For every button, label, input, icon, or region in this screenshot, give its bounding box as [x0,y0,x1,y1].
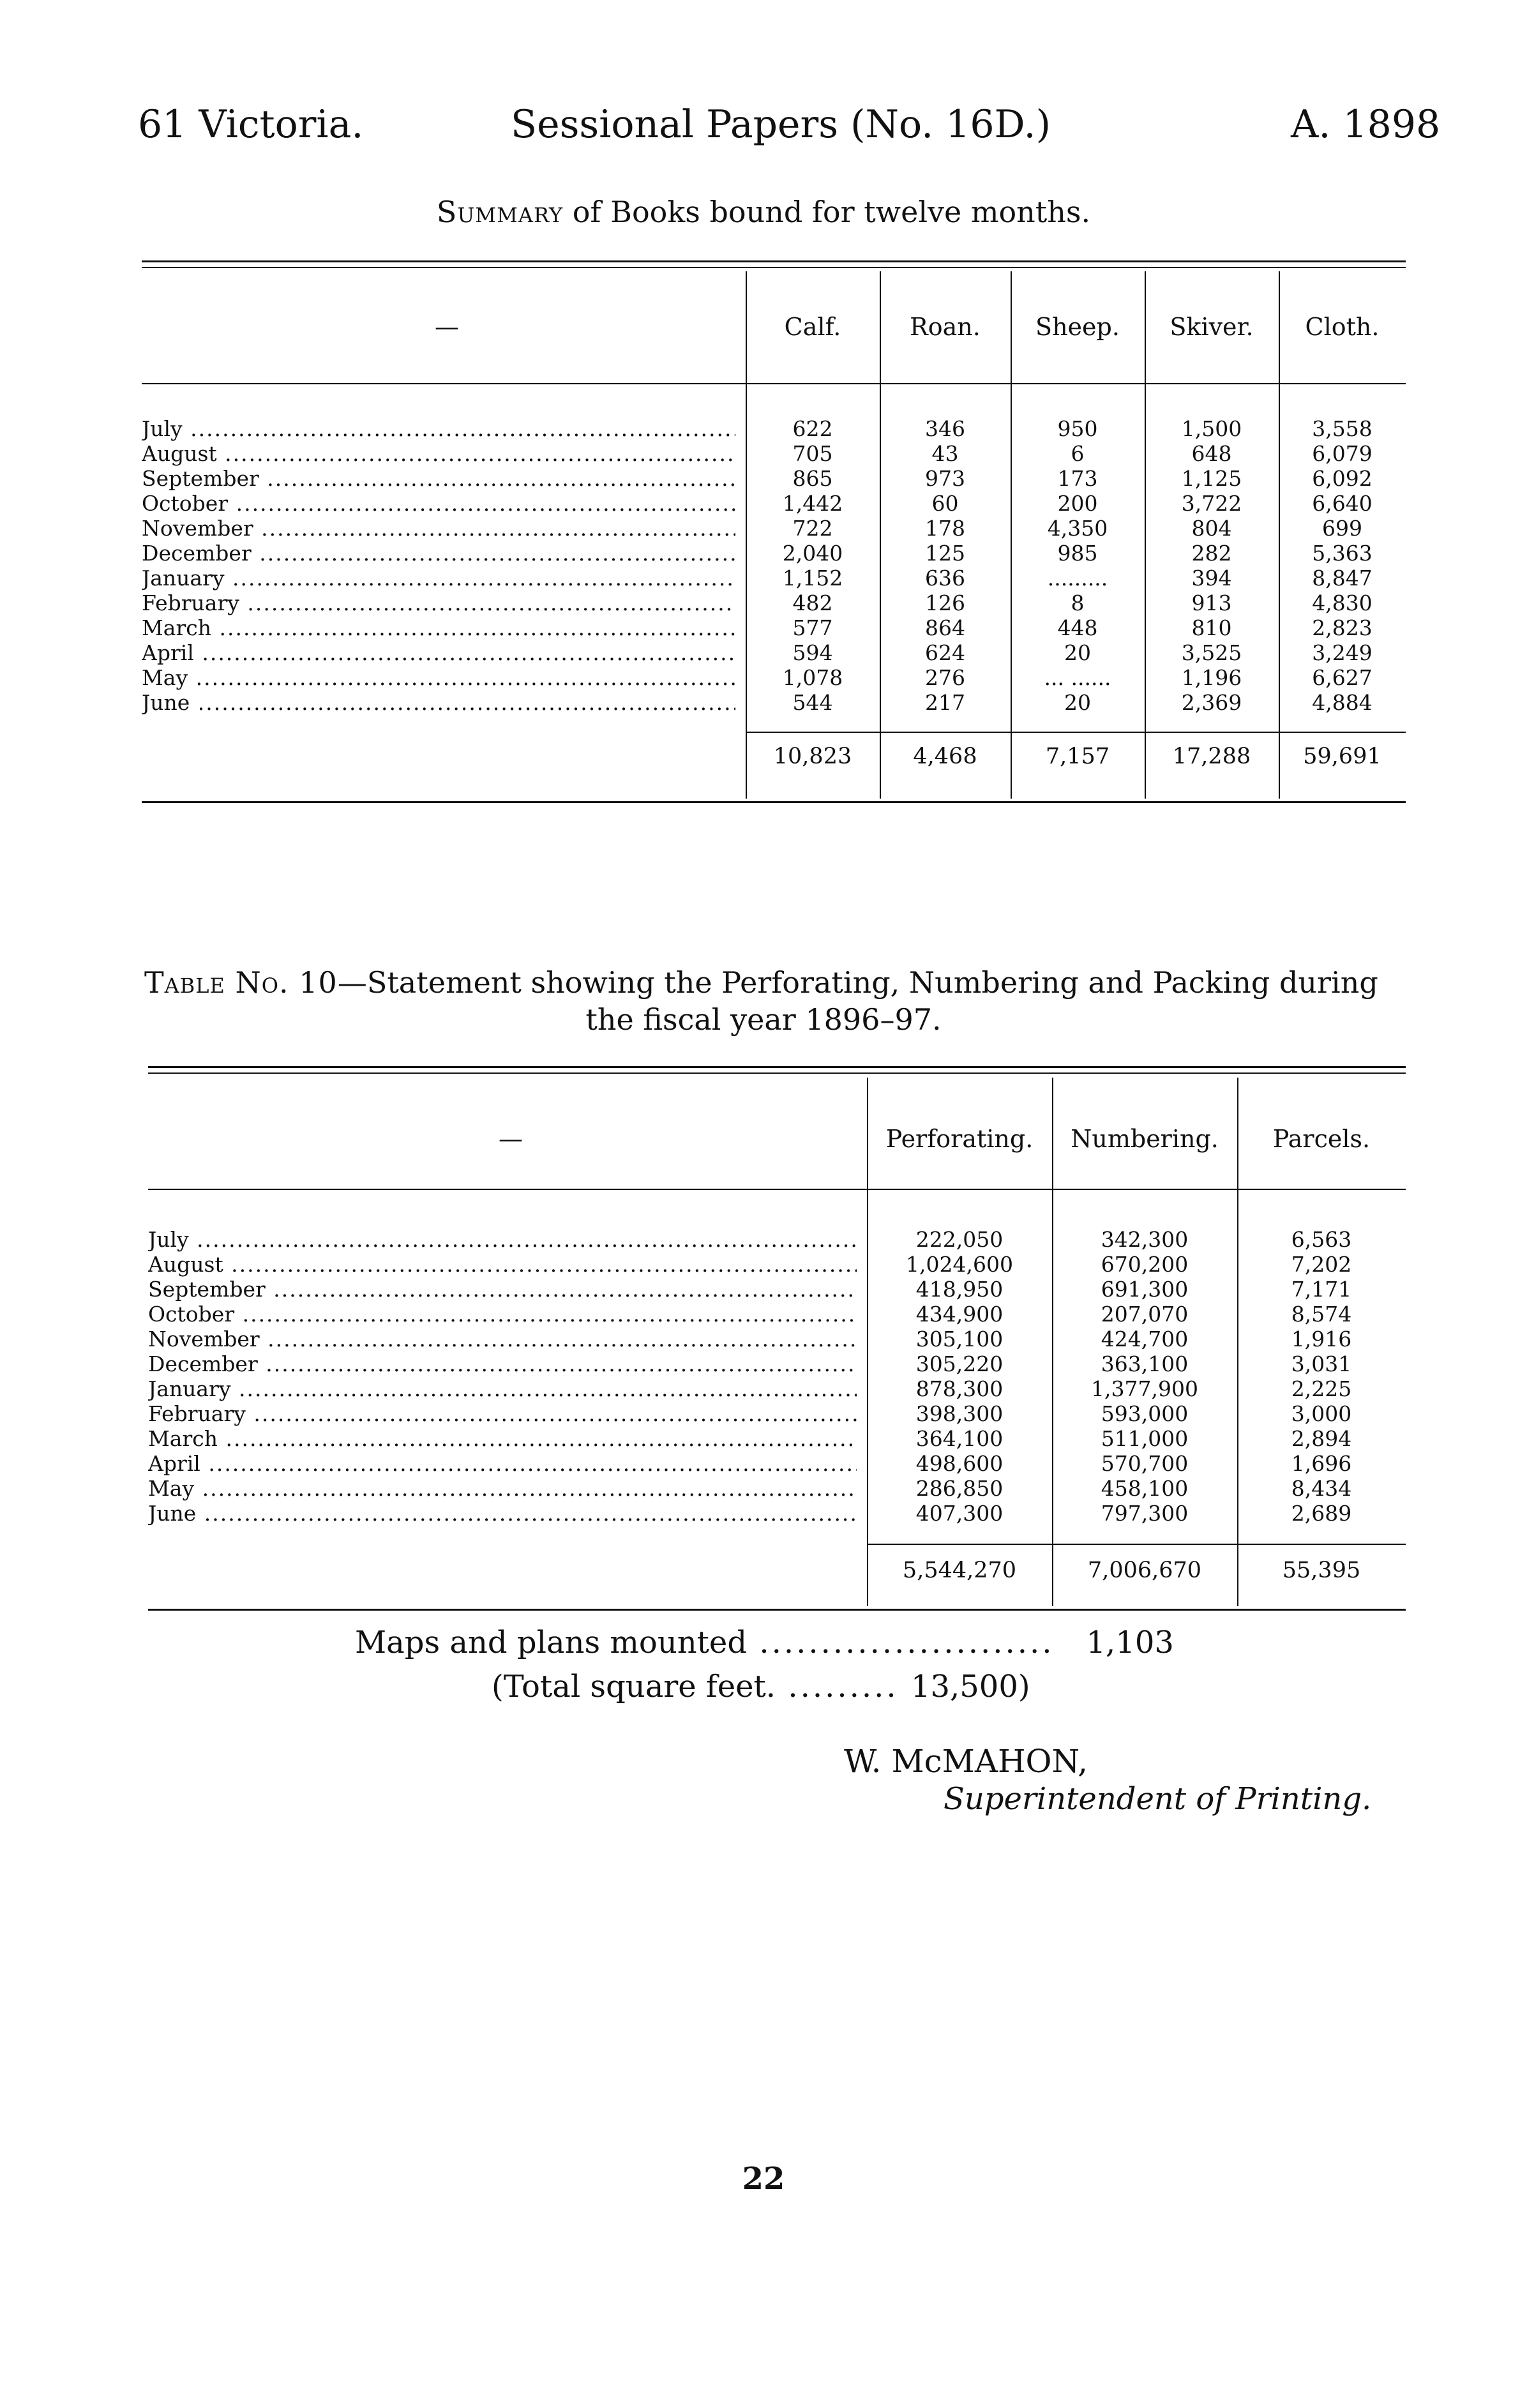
summary-row-value: 722 [792,516,833,541]
summary-row-value: 8 [1071,591,1085,615]
table10-total-parcels: 55,395 [1282,1558,1361,1583]
table10-row [148,1302,1406,1327]
table10-row-month: November ..... [148,1327,857,1351]
table10-row-month: March ..... [148,1426,857,1451]
summary-row-value: 699 [1322,516,1362,541]
summary-row-value: 973 [925,466,965,491]
summary-row-value: 1,125 [1181,466,1242,491]
summary-row [142,615,1406,640]
summary-title-sc: Summary [436,195,564,229]
table10-row-value: 1,916 [1291,1327,1352,1351]
table10-total-numbering: 7,006,670 [1087,1558,1202,1583]
summary-row-value: 394 [1191,566,1232,591]
table10-total-rule [867,1544,1406,1545]
summary-col-roan: Roan. [910,313,981,341]
summary-row-value: 2,040 [782,541,843,566]
table10-row-value: 3,000 [1291,1401,1352,1426]
summary-row-value: 20 [1064,690,1091,715]
table10-row-value: 407,300 [915,1501,1004,1526]
summary-row-month: November ..... [142,516,735,541]
table10-row-value: 286,850 [915,1476,1004,1501]
summary-row-month: August ..... [142,441,735,466]
table10-row-month: April ..... [148,1451,857,1476]
summary-row-value: 810 [1191,615,1232,640]
summary-row-value: 282 [1191,541,1232,566]
table10-row-value: 511,000 [1101,1426,1189,1451]
summary-row-value: 3,249 [1312,640,1373,665]
summary-row [142,665,1406,690]
table10-row-month: February ..... [148,1401,857,1426]
header-center: Sessional Papers (No. 16D.) [511,102,1051,147]
summary-row [142,416,1406,441]
table10-row-value: 222,050 [915,1227,1004,1252]
table10-row-month: September ..... [148,1277,857,1302]
summary-row-value: 178 [925,516,965,541]
table10-row-value: 7,202 [1291,1252,1352,1277]
summary-row-value: 6,079 [1312,441,1373,466]
summary-row-value: 4,884 [1312,690,1373,715]
table10-row [148,1327,1406,1351]
table10-col-parcels: Parcels. [1272,1125,1371,1153]
summary-row-value: 448 [1057,615,1098,640]
table10-row-value: 458,100 [1101,1476,1189,1501]
table10-row-value: 305,220 [915,1351,1004,1376]
summary-row-value: ... ...... [1044,665,1111,690]
signature-name: W. McMAHON, [844,1743,1088,1780]
summary-rows [142,416,1406,715]
summary-row-value: 20 [1064,640,1091,665]
summary-total-sheep: 7,157 [1045,744,1110,769]
summary-row-value: 1,196 [1181,665,1242,690]
table10-row-value: 424,700 [1101,1327,1189,1351]
table10-row-value: 1,696 [1291,1451,1352,1476]
summary-row [142,690,1406,715]
table10-title [144,965,1378,1000]
table10-row [148,1451,1406,1476]
table10-row-value: 570,700 [1101,1451,1189,1476]
table10-row-value: 207,070 [1101,1302,1189,1327]
table10-row-value: 398,300 [915,1401,1004,1426]
summary-row-month: April ..... [142,640,735,665]
summary-row-value: 1,500 [1181,416,1242,441]
summary-row [142,491,1406,516]
summary-title [0,195,1527,229]
summary-col-calf: Calf. [784,313,841,341]
table10-row [148,1426,1406,1451]
table10-row [148,1476,1406,1501]
summary-row-value: 865 [792,466,833,491]
summary-row-value: 594 [792,640,833,665]
summary-row-value: 125 [925,541,965,566]
signature-title: Superintendent of Printing. [944,1781,1372,1817]
table10-row [148,1351,1406,1376]
table10-rows [148,1227,1406,1526]
summary-row-month: June ..... [142,690,735,715]
summary-row-value: 276 [925,665,965,690]
sqft-dots: ......... [776,1669,911,1704]
summary-row-value: 913 [1191,591,1232,615]
summary-row [142,640,1406,665]
table10-row-value: 2,225 [1291,1376,1352,1401]
summary-row-value: 346 [925,416,965,441]
summary-row [142,541,1406,566]
table10-row [148,1277,1406,1302]
summary-row-value: 482 [792,591,833,615]
table10-row-month: July ..... [148,1227,857,1252]
table10-row-value: 8,434 [1291,1476,1352,1501]
sqft-label: (Total square feet. [492,1669,776,1704]
summary-row-value: 1,152 [782,566,843,591]
table10-row-month: December ..... [148,1351,857,1376]
summary-row-value: 43 [931,441,959,466]
summary-row-value: 1,442 [782,491,843,516]
sqft-value: 13,500) [910,1669,1030,1704]
summary-total-calf: 10,823 [773,744,852,769]
table10-row [148,1376,1406,1401]
table10-stub-header: — [499,1125,523,1153]
summary-row-value: 6 [1071,441,1085,466]
summary-row-value: 2,369 [1181,690,1242,715]
table10-row [148,1252,1406,1277]
table10-row-value: 418,950 [915,1277,1004,1302]
table10-row-value: 1,377,900 [1091,1376,1198,1401]
summary-row-value: 3,558 [1312,416,1373,441]
summary-row-value: 624 [925,640,965,665]
maps-line [355,1625,1174,1660]
table10-row-value: 7,171 [1291,1277,1352,1302]
table10-title-rest: —Statement showing the Perforating, Numbering and Packing during [337,965,1378,1000]
table10-row-value: 305,100 [915,1327,1004,1351]
page-number: 22 [742,2161,785,2197]
summary-row-month: January ..... [142,566,735,591]
table10-col-numbering: Numbering. [1071,1125,1219,1153]
summary-row-value: 6,092 [1312,466,1373,491]
summary-top-rule-2 [142,267,1406,268]
summary-row-value: 950 [1057,416,1098,441]
summary-row-value: 6,627 [1312,665,1373,690]
summary-row-value: 8,847 [1312,566,1373,591]
summary-row-value: 200 [1057,491,1098,516]
maps-dots: ........................ [747,1625,1055,1660]
summary-row [142,516,1406,541]
summary-total-skiver: 17,288 [1172,744,1251,769]
summary-header-rule [142,383,1406,384]
summary-row-value: 864 [925,615,965,640]
summary-row-value: 1,078 [782,665,843,690]
header-right: A. 1898 [1291,102,1441,147]
table10-row-value: 342,300 [1101,1227,1189,1252]
table10-row-value: 593,000 [1101,1401,1189,1426]
table10-row-month: May ..... [148,1476,857,1501]
summary-row [142,566,1406,591]
summary-row-month: December ..... [142,541,735,566]
table10-row-value: 434,900 [915,1302,1004,1327]
summary-row-month: February ..... [142,591,735,615]
summary-row-value: 544 [792,690,833,715]
summary-col-sheep: Sheep. [1035,313,1120,341]
table10-row-month: October ..... [148,1302,857,1327]
summary-row-value: 3,722 [1181,491,1242,516]
summary-row-value: 4,350 [1047,516,1108,541]
summary-title-rest: of Books bound for twelve months. [563,195,1091,229]
summary-row-value: ......... [1047,566,1108,591]
summary-row-value: 648 [1191,441,1232,466]
summary-bottom-rule [142,801,1406,803]
table10-top-rule [148,1066,1406,1068]
summary-col-cloth: Cloth. [1305,313,1380,341]
table10-row-value: 670,200 [1101,1252,1189,1277]
table10-top-rule-2 [148,1072,1406,1074]
table10-row-value: 8,574 [1291,1302,1352,1327]
table10-row-value: 364,100 [915,1426,1004,1451]
table10-total-perforating: 5,544,270 [902,1558,1017,1583]
table10-title-sc: Table No. 10 [144,965,338,1000]
table10-col-perforating: Perforating. [885,1125,1034,1153]
maps-value: 1,103 [1086,1625,1174,1660]
summary-row-value: 3,525 [1181,640,1242,665]
table10-row-value: 498,600 [915,1451,1004,1476]
summary-row-month: September ..... [142,466,735,491]
summary-row-value: 985 [1057,541,1098,566]
summary-row-value: 577 [792,615,833,640]
summary-row-value: 4,830 [1312,591,1373,615]
summary-row-value: 217 [925,690,965,715]
summary-row-month: October ..... [142,491,735,516]
table10-row-value: 3,031 [1291,1351,1352,1376]
table10-row-month: June ..... [148,1501,857,1526]
table10-row [148,1227,1406,1252]
table10-row [148,1401,1406,1426]
summary-row-value: 173 [1057,466,1098,491]
table10-row-value: 2,689 [1291,1501,1352,1526]
summary-row-value: 804 [1191,516,1232,541]
table10-row-value: 6,563 [1291,1227,1352,1252]
table10-row-value: 797,300 [1101,1501,1189,1526]
summary-row-value: 2,823 [1312,615,1373,640]
summary-row [142,441,1406,466]
summary-total-cloth: 59,691 [1303,744,1381,769]
summary-row-value: 126 [925,591,965,615]
summary-stub-header: — [435,313,459,341]
summary-col-skiver: Skiver. [1170,313,1254,341]
table10-row-value: 691,300 [1101,1277,1189,1302]
summary-row-value: 5,363 [1312,541,1373,566]
summary-row-month: March ..... [142,615,735,640]
table10-row-value: 1,024,600 [906,1252,1013,1277]
summary-row-month: May ..... [142,665,735,690]
header-left: 61 Victoria. [138,102,364,147]
table10-row-value: 2,894 [1291,1426,1352,1451]
table10-row-value: 878,300 [915,1376,1004,1401]
table10-title-line2: the fiscal year 1896–97. [585,1002,942,1037]
summary-top-rule [142,260,1406,262]
summary-row-month: July ..... [142,416,735,441]
summary-row-value: 60 [931,491,959,516]
summary-total-roan: 4,468 [913,744,977,769]
summary-row-value: 6,640 [1312,491,1373,516]
summary-row-value: 636 [925,566,965,591]
summary-total-rule [746,732,1406,733]
sqft-line [492,1669,1030,1704]
summary-row [142,466,1406,491]
summary-row [142,591,1406,615]
table10-row-month: January ..... [148,1376,857,1401]
maps-label: Maps and plans mounted [355,1625,748,1660]
summary-row-value: 622 [792,416,833,441]
table10-row [148,1501,1406,1526]
table10-header-rule [148,1189,1406,1190]
table10-row-month: August ..... [148,1252,857,1277]
table10-bottom-rule [148,1609,1406,1611]
table10-row-value: 363,100 [1101,1351,1189,1376]
summary-row-value: 705 [792,441,833,466]
